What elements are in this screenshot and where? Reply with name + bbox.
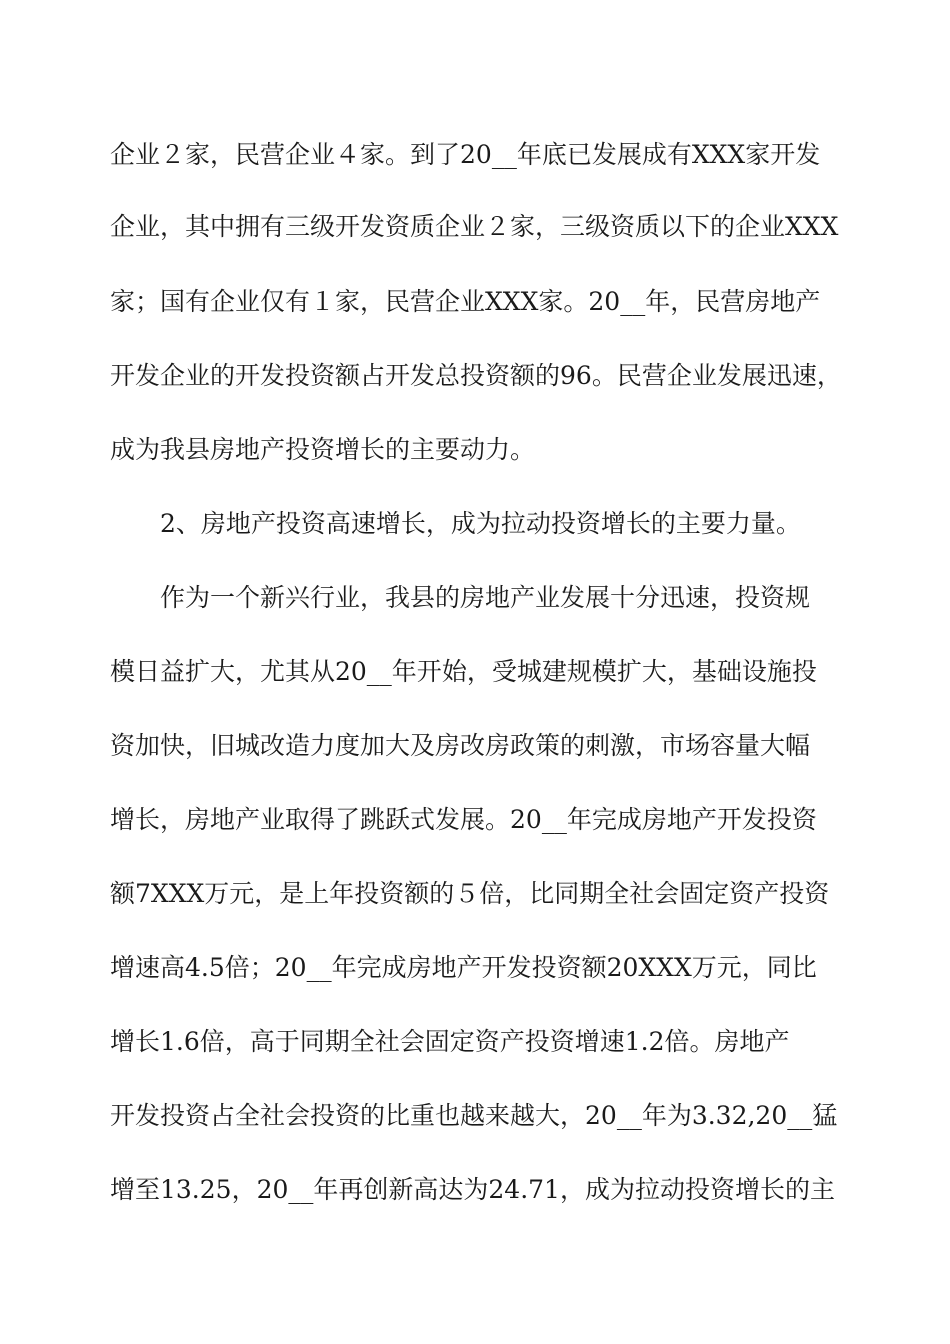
text-line-10: 增长，房地产业取得了跳跃式发展。20__年完成房地产开发投资 [110,805,817,834]
text-line-14: 开发投资占全社会投资的比重也越来越大，20__年为3.32,20__猛 [110,1101,838,1130]
text-line-1: 企业２家，民营企业４家。到了20__年底已发展成有XXX家开发 [110,140,821,169]
section-heading: 2、房地产投资高速增长，成为拉动投资增长的主要力量。 [160,509,801,538]
text-line-11: 额7XXX万元，是上年投资额的５倍，比同期全社会固定资产投资 [110,879,830,908]
text-line-2: 企业，其中拥有三级开发资质企业２家，三级资质以下的企业XXX [110,212,839,241]
text-line-8: 模日益扩大，尤其从20__年开始，受城建规模扩大，基础设施投 [110,657,817,686]
text-line-3: 家；国有企业仅有１家，民营企业XXX家。20__年，民营房地产 [110,287,821,316]
text-line-12: 增速高4.5倍；20__年完成房地产开发投资额20XXX万元，同比 [110,953,817,982]
text-line-7: 作为一个新兴行业，我县的房地产业发展十分迅速，投资规 [160,583,811,612]
text-line-4: 开发企业的开发投资额占开发总投资额的96。民营企业发展迅速， [110,361,842,390]
text-line-9: 资加快，旧城改造力度加大及房改房政策的刺激，市场容量大幅 [110,731,811,760]
text-line-13: 增长1.6倍，高于同期全社会固定资产投资增速1.2倍。房地产 [110,1027,790,1056]
text-line-5: 成为我县房地产投资增长的主要动力。 [110,435,536,464]
text-line-15: 增至13.25，20__年再创新高达为24.71，成为拉动投资增长的主 [110,1175,835,1204]
